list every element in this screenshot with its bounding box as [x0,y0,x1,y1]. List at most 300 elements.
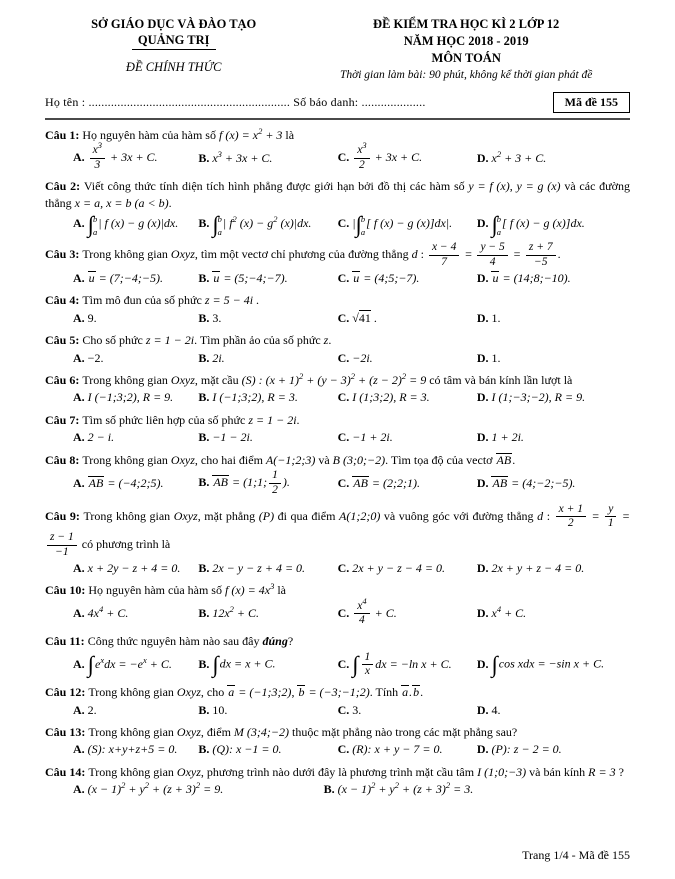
math-text: = (14;8;−10). [499,271,571,286]
name-and-id-fields: Họ tên : ............................................................... Số báo danh: .................... [45,94,426,109]
question-stem [45,582,630,599]
integral-sign: ∫ [491,211,498,237]
math-text: (S): x+y+z+5 = 0. [87,742,178,757]
question-list [45,127,630,799]
text-run: Trong không gian [88,685,177,700]
subject-name: MÔN TOÁN [431,50,501,65]
overline-vector: u [213,271,220,286]
math-text: + C. [371,605,397,620]
option-letter: D. [476,310,489,325]
question [45,178,630,237]
question [45,412,630,447]
option-letter: C. [337,656,350,671]
math-text: = [509,247,524,262]
option-letter: C. [337,150,350,165]
answer-option [198,741,337,758]
text-run: , mặt cầu [194,373,242,388]
answer-option [198,310,337,327]
fraction-numerator: $x^3$ [354,144,369,159]
answer-option [73,653,198,676]
overline-vector: b [413,685,420,700]
math-text: cos xdx = −sin x + C. [498,656,605,671]
option-letter: B. [198,560,210,575]
text-run: . [168,196,172,211]
text-run: . [328,333,332,348]
option-letter: C. [337,430,350,445]
math-text: I (−1;3;2), R = 3. [212,390,298,405]
text-run: Trong không gian [82,373,171,388]
answer-option [337,140,477,173]
fraction-denominator: 2 [567,517,574,530]
option-letter: D. [476,150,489,165]
text-run: Viết công thức tính diện tích hình phẳng được giới hạn bởi đồ thị các hàm số [83,178,469,193]
answer-option [338,429,477,446]
options-row [73,651,630,680]
math-text: $4x^4 + C$. [87,604,129,621]
text-run: . [557,247,561,262]
text-run: . [296,412,300,427]
answer-option [477,653,630,676]
fraction-numerator: $x^3$ [90,144,105,159]
math-text: 2i. [212,350,225,365]
text-run: 1. [491,350,501,365]
fraction [90,140,105,173]
integral [356,212,366,236]
overline-vector: AB [492,475,508,490]
math-text: M (3;4;−2) [233,724,289,739]
answer-option [338,651,477,680]
options-row [73,429,630,446]
answer-option [477,389,630,406]
question-number: Câu 8: [45,452,83,467]
integral-sign: ∫ [212,211,219,237]
math-text: $x^4 + C$. [491,604,527,621]
answer-option [477,429,630,446]
school-year: NĂM HỌC 2018 - 2019 [403,33,529,48]
answer-option [73,605,198,622]
question [45,372,630,407]
math-text: I (−1;3;2), R = 9. [87,390,174,405]
math-text: −1 + 2i. [352,430,393,445]
integral-sign: ∫ [87,211,94,237]
option-letter: D. [476,742,489,757]
candidate-row [45,92,630,113]
radicand: 41 [358,310,371,325]
text-run: Họ nguyên hàm của hàm số [88,583,225,598]
question-stem [45,452,630,469]
options-row [73,702,630,719]
question [45,127,630,173]
math-text: x = a, x = b (a < b) [74,196,169,211]
text-run: , tìm một vectơ chỉ phương của đường thẳng [194,247,412,262]
text-run: Trong không gian [82,452,171,467]
text-run: và bán kính [526,764,589,779]
option-letter: D. [476,271,489,286]
text-run: . Tính [369,685,402,700]
math-text: (P): z − 2 = 0. [491,742,562,757]
question [45,292,630,327]
fraction-numerator: z − 1 [47,531,77,546]
question-number: Câu 14: [45,764,89,779]
math-text: [ f (x) − g (x)]dx|. [366,216,453,231]
question [45,633,630,679]
option-letter: B. [198,310,210,325]
question-number: Câu 7: [45,412,83,427]
question-number: Câu 2: [45,178,84,193]
option-letter: A. [73,216,85,231]
overline-vector: u [88,271,95,286]
option-letter: D. [476,560,489,575]
overline-vector: a [402,685,409,700]
option-letter: A. [73,350,85,365]
integral [212,653,218,676]
option-letter: B. [198,430,210,445]
answer-option [477,350,630,367]
option-letter: C. [337,475,350,490]
math-text: B (3;0;−2) [332,452,386,467]
option-letter: D. [476,656,489,671]
option-letter: D. [476,390,489,405]
option-letter: D. [476,430,489,445]
answer-option [73,270,198,287]
math-text: f $(x) = x^2 + 3$ [218,125,283,142]
option-letter: C. [337,742,350,757]
answer-option [198,605,337,622]
math-text: | f (x) − g (x)|dx. [98,216,179,231]
overline-vector: u [492,271,499,286]
math-text: = [587,508,604,523]
integral [88,212,98,236]
question-stem [45,372,630,389]
math-text: 2x + y − z − 4 = 0. [352,560,445,575]
page-footer [522,848,630,863]
issuer-block [45,16,302,83]
answer-option [198,560,337,577]
answer-option [198,429,337,446]
question-number: Câu 11: [45,634,88,649]
math-text: Oxyz [176,764,201,779]
question [45,241,630,287]
answer-option [73,741,198,758]
answer-option [338,389,477,406]
math-text: R = 3 [588,764,616,779]
text-run: . [512,452,516,467]
text-run: . [253,293,260,308]
text-run: 2. [87,702,97,717]
math-text: −2i. [352,350,373,365]
answer-option [73,350,198,367]
exam-code-box: Mã đề 155 [553,92,630,113]
text-run: 1. [491,310,501,325]
answer-option [477,605,630,622]
math-text: = (7;−4;−5). [95,271,163,286]
option-letter: D. [476,216,489,231]
math-text: dx = x + C. [219,656,276,671]
text-run: : [543,508,554,523]
answer-option [73,429,198,446]
math-text: d [411,247,418,262]
option-letter: D. [476,350,489,365]
fraction-numerator: x − 4 [429,241,459,256]
text-run: . Tìm phần ảo của số phức [194,333,324,348]
option-letter: A. [73,271,85,286]
math-text: z = 5 − 4i [204,293,254,308]
answer-option [73,702,198,719]
math-text: I (1;−3;−2), R = 9. [491,390,586,405]
option-letter: B. [198,390,210,405]
math-text: (R): x + y − 7 = 0. [352,742,443,757]
math-text: . [409,685,413,700]
options-row [73,741,630,758]
option-letter: B. [198,475,210,490]
text-run: Cho số phức [82,333,146,348]
math-text: $(x - 1)^2 + y^2 + (z + 3)^2 = 9$. [87,780,224,797]
text-run: Trong không gian [83,508,174,523]
math-text: Oxyz [176,724,201,739]
answer-option [73,212,198,236]
text-run: và [315,452,333,467]
fraction [526,241,556,270]
option-letter: C. [337,350,350,365]
options-row [73,270,630,287]
text-run: 10. [212,702,228,717]
fraction [429,241,459,270]
fraction [605,503,616,532]
math-text: Oxyz [170,247,195,262]
option-letter: C. [337,560,350,575]
math-text: 2x + y + z − 4 = 0. [491,560,585,575]
option-letter: D. [476,475,489,490]
text-run: đi qua điểm [274,508,339,523]
option-letter: B. [198,271,210,286]
math-text: (Q): x −1 = 0. [212,742,282,757]
answer-option [338,212,477,236]
question [45,332,630,367]
math-text: = [618,508,630,523]
question-stem [45,332,630,349]
fraction-numerator: x + 1 [556,503,586,518]
math-text: f $(x) = 4x^3$ [224,581,275,598]
answer-option [338,741,477,758]
options-row [73,350,630,367]
fraction-numerator: 1 [362,651,374,666]
text-run: và vuông góc với đường thẳng [380,508,538,523]
integral-bounds: b a [496,214,502,237]
math-text: = (−4;2;5). [104,475,164,490]
answer-option [198,469,337,498]
answer-option [477,212,630,236]
option-letter: A. [73,606,85,621]
options-row [73,560,630,577]
text-run: , [509,178,517,193]
text-run: 4. [491,702,501,717]
math-text: = (1;1; [229,475,268,490]
text-run: −2. [87,350,104,365]
fraction-denominator: 1 [607,517,614,530]
answer-option [198,653,337,676]
option-letter: C. [337,310,350,325]
option-letter: A. [73,782,85,797]
fraction-denominator: −5 [534,256,548,269]
text-run: ? [287,634,294,649]
math-text: (P) [258,508,275,523]
fraction-denominator: −1 [55,545,69,558]
overline-vector: AB [213,475,228,490]
answer-option [198,702,337,719]
fraction-numerator: z + 7 [526,241,556,256]
text-run: 3. [212,310,222,325]
text-run: . [370,310,377,325]
integral-bounds: b a [92,214,98,237]
answer-option [337,595,477,629]
answer-option [338,350,477,367]
fraction-numerator: y [605,503,616,518]
province-name: QUẢNG TRỊ [132,33,216,50]
fraction-denominator: x [364,665,370,678]
math-text: = (−3;−1;2) [305,685,370,700]
option-letter: A. [73,656,85,671]
exam-title-block [302,16,630,83]
option-letter: C. [337,605,350,620]
answer-option [73,475,198,492]
question-stem [45,503,630,560]
overline-vector: AB [496,452,512,467]
overline-vector: u [353,271,360,286]
fraction-denominator: 3 [94,158,101,171]
fraction [556,503,586,532]
header-divider [45,118,630,120]
math-text: z = 1 − 2i [248,412,297,427]
option-letter: B. [198,350,210,365]
answer-option [338,702,477,719]
math-text: $x^2 + 3 + C$. [491,148,547,165]
math-text: 1 + 2i. [491,430,524,445]
text-run: 3. [352,702,362,717]
text-run: có tâm và bán kính lần lượt là [426,373,573,388]
fraction-numerator: 1 [269,469,281,484]
question-stem [45,724,630,741]
question [45,582,630,628]
answer-option [198,150,337,167]
math-text: = (2;2;1). [368,475,420,490]
math-text: $12x^2 + C$. [212,604,260,621]
question-number: Câu 9: [45,508,84,523]
math-text: −1 − 2i. [212,430,253,445]
integral-sign: ∫ [352,652,359,678]
text-run: ? [615,764,624,779]
question-number: Câu 12: [45,685,89,700]
question-stem [45,633,630,650]
question-stem [45,764,630,781]
fraction [47,531,77,560]
fraction-denominator: 7 [441,256,448,269]
math-text: $e^xdx = -e^x + C$. [94,654,172,671]
math-text: = (5;−4;−7). [220,271,288,286]
question-number: Câu 1: [45,127,83,142]
math-text: (S) : $(x + 1)^2 + (y - 3)^2 + (z - 2)^2 = 9$ [241,371,427,388]
text-run: và các đường thẳng [45,178,631,211]
fraction-denominator: 4 [489,256,496,269]
text-run: Trong không gian [82,247,171,262]
text-run: , [291,685,298,700]
overline-vector: AB [88,475,104,490]
math-text: = [461,247,476,262]
option-letter: B. [323,782,335,797]
overline-vector: b [298,685,305,700]
answer-option [73,781,324,798]
math-text: | $f^2$ $(x) - g^2$ (x)|dx. [222,214,312,231]
fraction-numerator: $x^4$ [354,600,369,615]
math-text: I (1;0;−3) [477,764,527,779]
integral-bounds: b a [360,214,366,237]
option-letter: B. [198,216,210,231]
math-text: x + 2y − z + 4 = 0. [87,560,181,575]
options-row [73,310,630,327]
text-run: 9. [87,310,97,325]
question [45,452,630,498]
page-number: Trang 1/4 - Mã đề 155 [522,848,630,862]
fraction [354,595,369,629]
question-stem [45,412,630,429]
options-row [73,389,630,406]
math-text: Oxyz [176,685,201,700]
question-stem [45,292,630,309]
answer-option [477,741,630,758]
question [45,764,630,799]
question-stem [45,241,630,270]
option-letter: A. [73,430,85,445]
options-row [73,212,630,236]
integral-sign: ∫ [212,652,219,678]
option-letter: A. [73,560,85,575]
answer-option [338,310,477,327]
answer-option [73,560,198,577]
integral-sign: ∫ [491,652,498,678]
fraction-denominator: 2 [272,483,278,496]
math-text: $(x - 1)^2 + y^2 + (z + 3)^2 = 3$. [337,780,474,797]
math-text: = (4;5;−7). [360,271,420,286]
answer-option [198,350,337,367]
answer-option [477,560,630,577]
answer-option [477,702,630,719]
question-stem [45,684,630,701]
fraction [477,241,507,270]
fraction [362,651,374,680]
integral-sign: ∫ [355,211,362,237]
answer-option [324,781,630,798]
integral [491,653,497,676]
math-text: + 3x + C. [107,150,158,165]
option-letter: A. [73,475,85,490]
option-letter: B. [198,606,210,621]
integral [88,653,94,676]
text-run: Trong không gian [88,764,177,779]
options-row [73,469,630,498]
answer-option [198,212,337,236]
question [45,684,630,719]
math-text: dx = −ln x + C. [375,656,452,671]
math-text: Oxyz [173,508,198,523]
answer-option [73,140,198,173]
option-letter: A. [73,390,85,405]
text-run: : [417,247,427,262]
option-letter: A. [73,742,85,757]
option-letter: D. [476,606,489,621]
math-text: y = f (x) [468,178,510,193]
text-run: , mặt phẳng [197,508,259,523]
text-run: Tìm mô đun của số phức [82,293,205,308]
answer-option [477,310,630,327]
